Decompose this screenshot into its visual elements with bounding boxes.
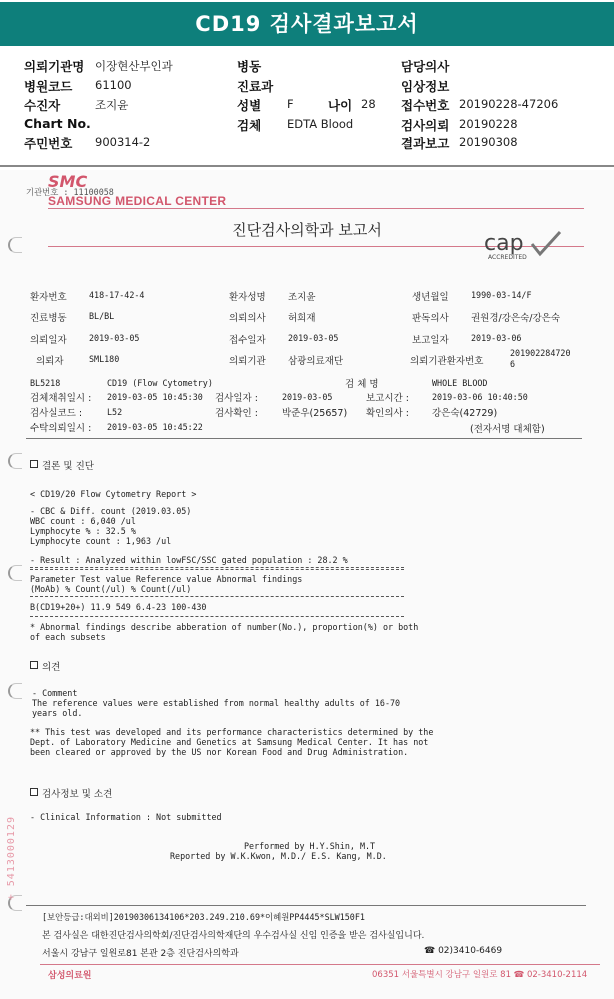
value-patient: 조지윤 (95, 98, 129, 112)
meta-value: 2019-03-06 10:40:50 (432, 392, 528, 402)
info-label: 의뢰자 (36, 356, 64, 367)
label-department: 진료과 (237, 79, 274, 94)
label-request-date: 검사의뢰 (401, 118, 450, 133)
side-barcode-number: + 5413000129 (6, 816, 17, 901)
info-value: SML180 (89, 354, 120, 364)
meta-value: L52 (107, 407, 123, 417)
certification-statement: 본 검사실은 대한진단검사의학회/진단검사의학재단의 우수검사실 신임 인증을 받은 검사실입니다. (42, 931, 425, 941)
brand-footer: 삼성의료원 (48, 971, 92, 981)
reported-by: Reported by W.K.Kwon, M.D./ E.S. Kang, M.D. (170, 851, 387, 861)
performed-by: Performed by H.Y.Shin, M.T (244, 841, 376, 851)
security-line: [보안등급:대외비]20190306134106*203.249.210.69*이혜원PP4445*SLW150F1 (42, 912, 365, 922)
label-institution: 의뢰기관명 (24, 59, 85, 74)
section-divider (26, 438, 582, 439)
label-resident-no: 주민번호 (24, 136, 73, 151)
value-specimen: EDTA Blood (287, 117, 354, 131)
info-value: 권원경/강은숙/강은숙 (471, 313, 560, 324)
section-title-test-info: 검사정보 및 소견 (42, 789, 113, 800)
cap-accredited-text: ACCREDITED (488, 254, 527, 261)
label-patient: 수진자 (24, 98, 61, 113)
section-title-opinion: 의견 (42, 662, 61, 673)
label-chart-no: Chart No. (24, 116, 91, 131)
table-rule (30, 569, 404, 570)
info-label: 의뢰기관환자번호 (410, 356, 484, 367)
table-rule (30, 567, 404, 568)
info-value: 허희재 (288, 313, 316, 324)
section-square-icon (30, 788, 38, 796)
section-title-conclusion: 결론 및 진단 (42, 461, 94, 472)
meta-label: 검사확인 : (215, 408, 258, 419)
footer-address: 06351 서울특별시 강남구 일원로 81 ☎ 02-3410-2114 (372, 970, 588, 980)
punch-hole-icon (8, 683, 22, 699)
info-label: 진료병동 (30, 313, 67, 324)
info-value: 418-17-42-4 (89, 290, 145, 300)
value-hospital-code: 61100 (95, 78, 132, 92)
table-header: Parameter Test value Reference value Abnormal findings (30, 574, 303, 584)
value-institution: 이장현산부인과 (95, 59, 173, 73)
value-request-date: 20190228 (459, 117, 518, 131)
info-label: 환자성명 (229, 292, 266, 303)
footer-rule (40, 964, 600, 965)
info-value: 6 (510, 359, 516, 369)
info-value: 삼광의료재단 (288, 356, 344, 367)
info-value: 2019-03-05 (89, 333, 140, 343)
header-divider (0, 165, 614, 167)
meta-label: 확인의사 : (366, 408, 409, 419)
meta-value: 2019-03-05 10:45:30 (107, 392, 203, 402)
meta-label: 검사실코드 : (30, 408, 83, 419)
test-name: CD19 (Flow Cytometry) (107, 378, 213, 388)
cbc-line: Lymphocyte count : 1,963 /ul (30, 536, 172, 546)
hospital-name: SAMSUNG MEDICAL CENTER (48, 194, 227, 208)
label-hospital-code: 병원코드 (24, 79, 73, 94)
electronic-signature-note: (전자서명 대체함) (470, 424, 545, 435)
report-title: CD19 검사결과보고서 (195, 12, 419, 36)
info-label: 생년월일 (412, 292, 449, 303)
report-heading: 진단검사의학과 보고서 (232, 221, 382, 239)
info-label: 보고일자 (412, 335, 449, 346)
label-clinical-info: 임상정보 (401, 79, 450, 94)
label-physician: 담당의사 (401, 59, 450, 74)
disclaimer-line: ** This test was developed and its performance characteristics determined by the (30, 727, 434, 737)
cbc-line: WBC count : 6,040 /ul (30, 516, 136, 526)
abnormal-note: * Abnormal findings describe abberation of number(No.), proportion(%) or both (30, 622, 419, 632)
specimen-label: 검 체 명 (345, 379, 379, 390)
label-ward: 병동 (237, 59, 262, 74)
checkmark-icon (532, 232, 560, 254)
footer-divider (26, 905, 586, 906)
cbc-line: - CBC & Diff. count (2019.03.05) (30, 506, 192, 516)
meta-value: 2019-03-05 10:45:22 (107, 422, 203, 432)
value-receipt-no: 20190228-47206 (459, 97, 559, 111)
info-value: 2019-03-06 (471, 333, 522, 343)
corner-number: 기관번호 : 11100058 (26, 187, 114, 197)
info-value: BL/BL (89, 311, 115, 321)
flow-report-title: < CD19/20 Flow Cytometry Report > (30, 489, 197, 499)
info-label: 의뢰일자 (30, 335, 67, 346)
info-label: 의뢰의사 (229, 313, 266, 324)
lab-phone: ☎ 02)3410-6469 (424, 946, 503, 956)
label-receipt-no: 접수번호 (401, 98, 450, 113)
info-label: 접수일자 (229, 335, 266, 346)
comment-line: years old. (32, 708, 83, 718)
punch-hole-icon (8, 453, 22, 469)
abnormal-note: of each subsets (30, 632, 106, 642)
label-sex: 성별 (237, 98, 262, 113)
table-subheader: (MoAb) % Count(/ul) % Count(/ul) (30, 584, 192, 594)
cbc-line: Lymphocyte % : 32.5 % (30, 526, 136, 536)
value-age: 28 (361, 97, 376, 111)
meta-label: 검사일자 : (215, 393, 258, 404)
disclaimer-line: Dept. of Laboratory Medicine and Genetics at Samsung Medical Center. It has not (30, 737, 429, 747)
meta-value: 박준우(25657) (282, 408, 348, 419)
test-code: BL5218 (30, 378, 61, 388)
label-specimen: 검체 (237, 118, 262, 133)
info-value: 1990-03-14/F (471, 290, 532, 300)
cap-accredited-logo (482, 228, 562, 262)
info-label: 의뢰기관 (229, 356, 266, 367)
result-line: - Result : Analyzed within lowFSC/SSC gated population : 28.2 % (30, 555, 348, 565)
header-rule-top (48, 208, 584, 209)
section-square-icon (30, 661, 38, 669)
meta-value: 2019-03-05 (282, 392, 333, 402)
report-title-bar (0, 2, 614, 46)
meta-value: 강은숙(42729) (432, 408, 498, 419)
comment-line: - Comment (32, 688, 78, 698)
value-report-date: 20190308 (459, 135, 518, 149)
cap-logo-text: cap (484, 231, 524, 256)
meta-label: 보고시간 : (366, 393, 409, 404)
table-rule (30, 596, 404, 597)
punch-hole-icon (8, 565, 22, 581)
table-row: B(CD19+20+) 11.9 549 6.4-23 100-430 (30, 602, 207, 612)
table-rule (30, 616, 404, 617)
info-value: 2019-03-05 (288, 333, 339, 343)
specimen-value: WHOLE BLOOD (432, 378, 488, 388)
value-resident-no: 900314-2 (95, 135, 151, 149)
meta-label: 검체채취일시 : (30, 393, 92, 404)
meta-label: 수탁의뢰일시 : (30, 423, 92, 434)
disclaimer-line: been cleared or approved by the US nor Korean Food and Drug Administration. (30, 747, 409, 757)
section-square-icon (30, 460, 38, 468)
label-report-date: 결과보고 (401, 136, 450, 151)
info-label: 판독의사 (412, 313, 449, 324)
value-sex: F (287, 97, 294, 111)
smc-logo: SMC (48, 172, 88, 191)
info-value: 조지윤 (288, 292, 316, 303)
clinical-information: - Clinical Information : Not submitted (30, 812, 222, 822)
comment-line: The reference values were established from normal healthy adults of 16-70 (32, 698, 401, 708)
info-value: 201902284720 (510, 348, 571, 358)
punch-hole-icon (8, 237, 22, 253)
label-age: 나이 (328, 98, 353, 113)
lab-address: 서울시 강남구 일원로81 본관 2층 진단검사의학과 (42, 949, 239, 959)
info-label: 환자번호 (30, 292, 67, 303)
